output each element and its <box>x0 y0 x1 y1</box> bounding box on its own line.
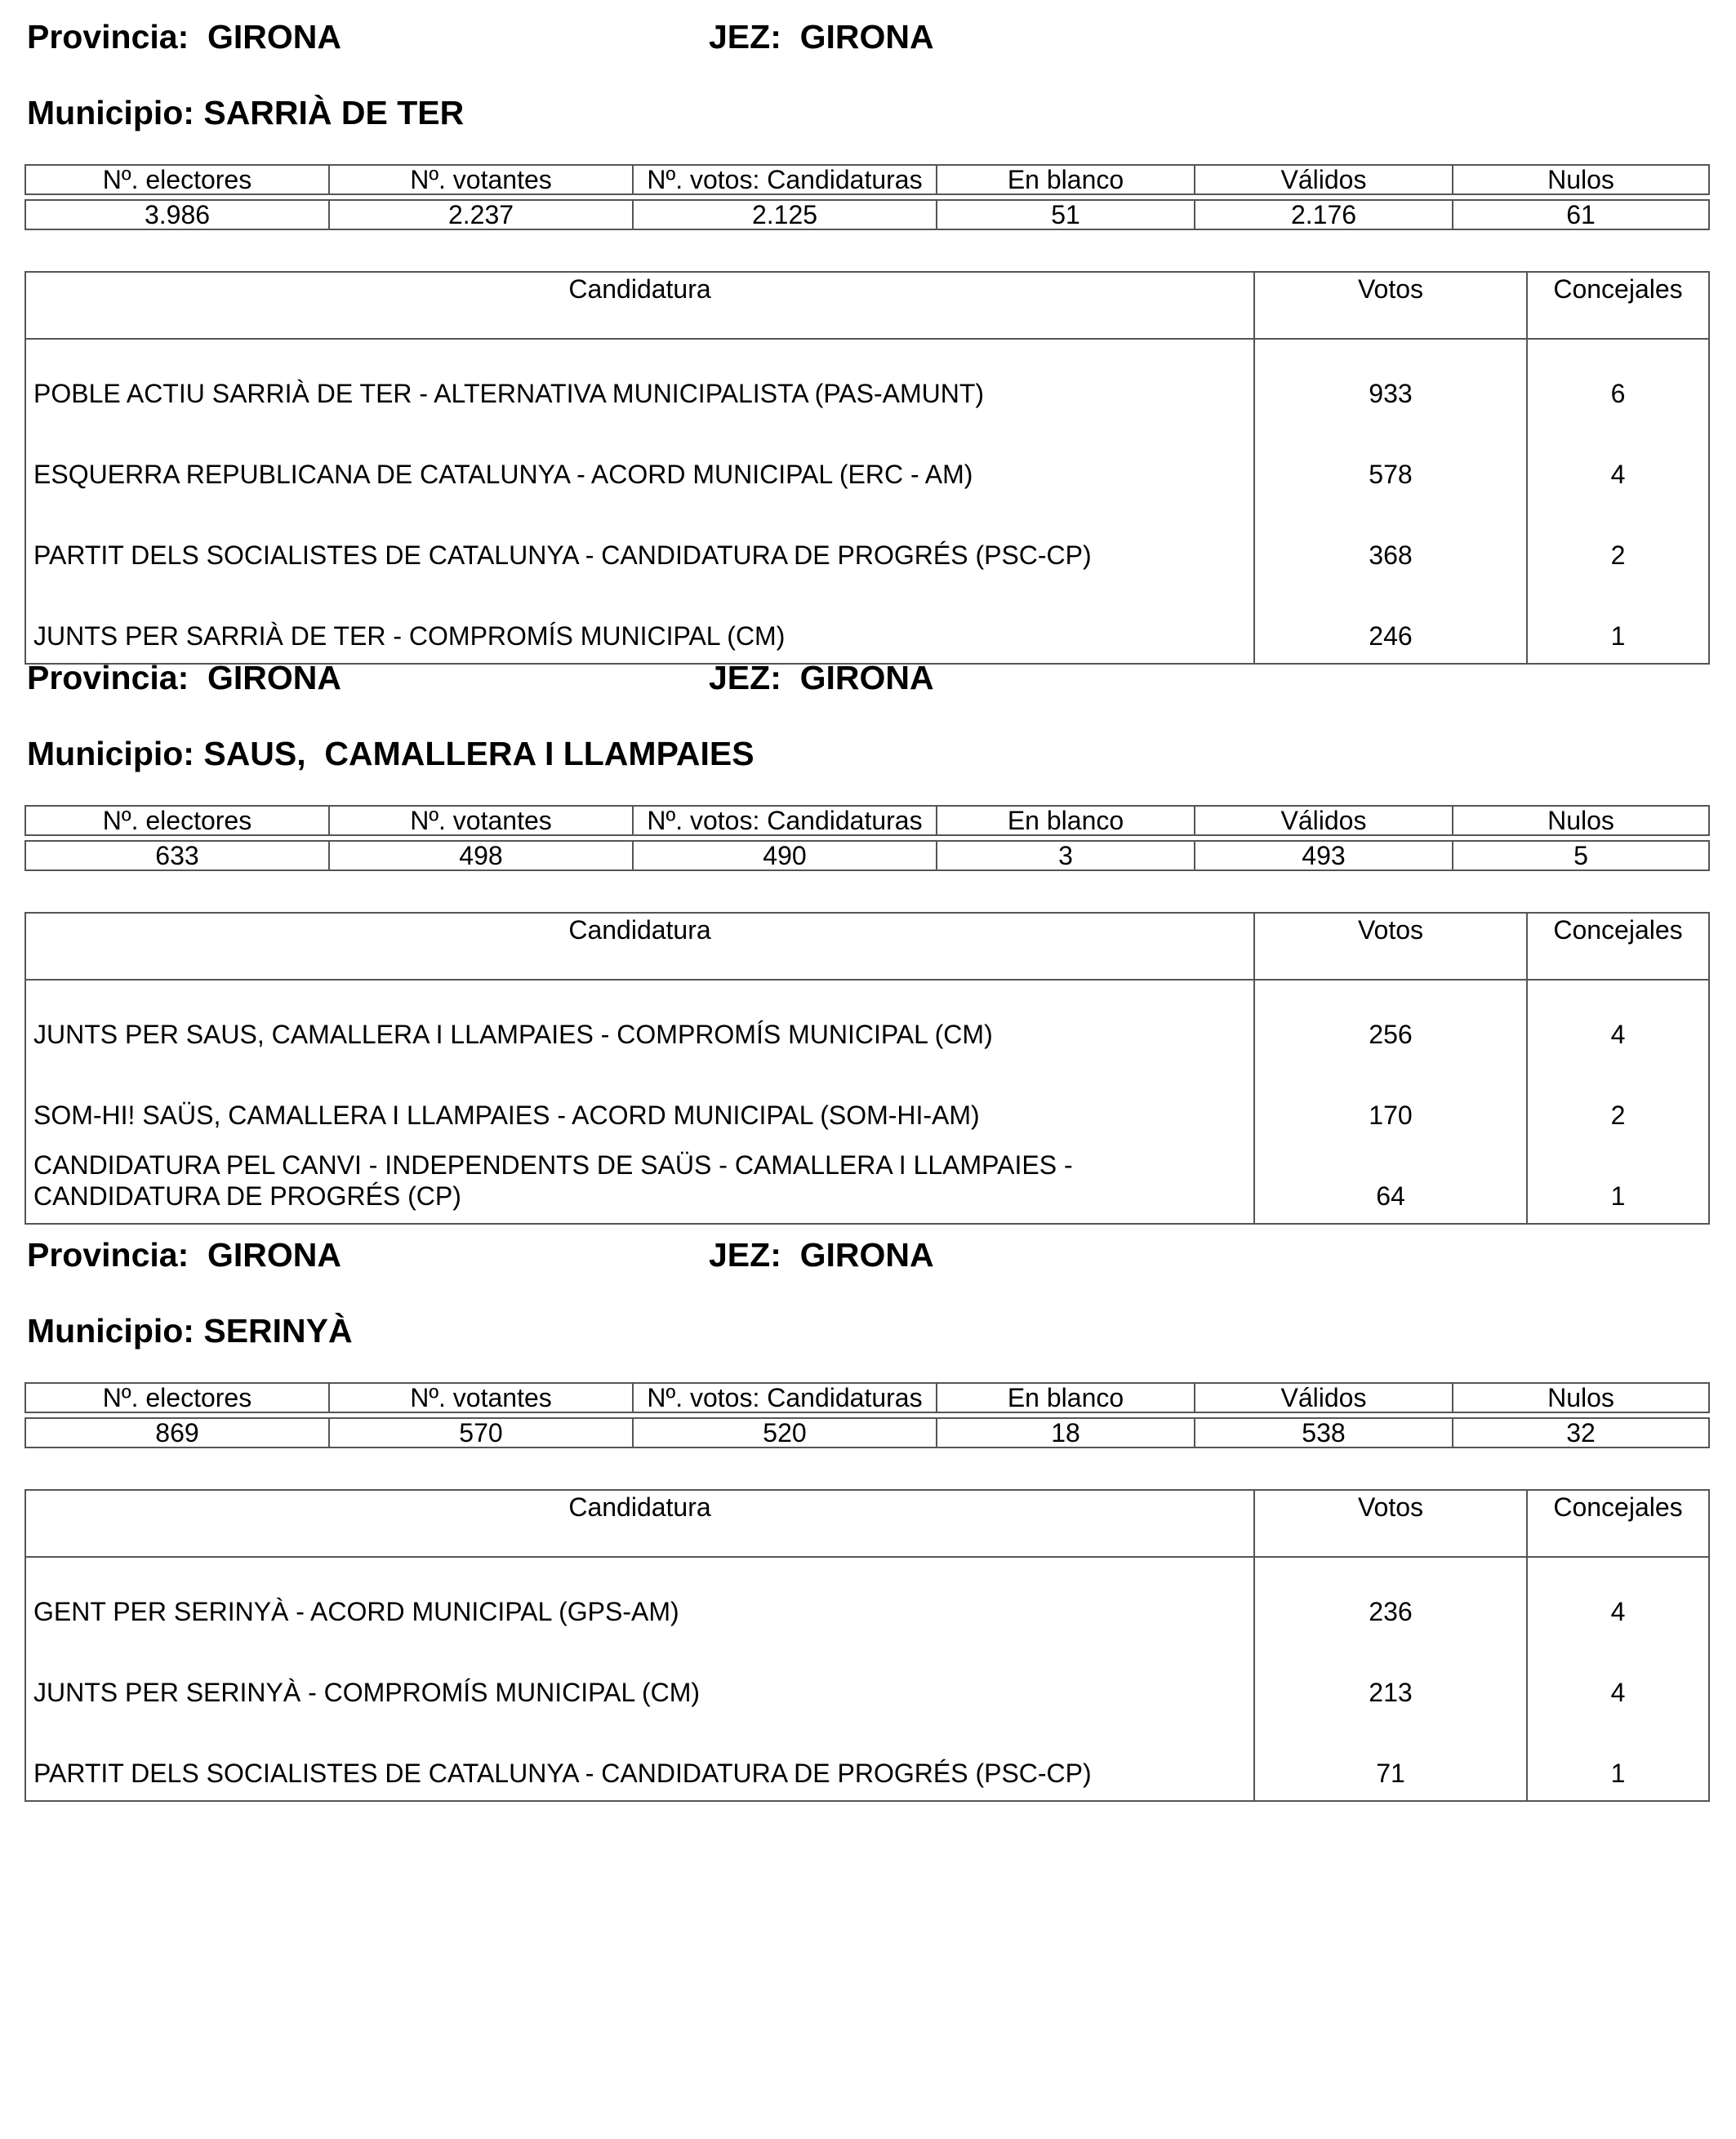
stats-header: Nº. votos: Candidaturas <box>633 165 937 194</box>
stats-header: Válidos <box>1195 1383 1453 1412</box>
cand-header-concejales: Concejales <box>1527 913 1709 980</box>
stats-header: Nº. votos: Candidaturas <box>633 1383 937 1412</box>
stats-value: 869 <box>25 1418 329 1447</box>
stats-value-row <box>25 841 1709 870</box>
cand-header-candidatura: Candidatura <box>25 1490 1254 1557</box>
cand-name: JUNTS PER SAUS, CAMALLERA I LLAMPAIES - COMPROMÍS MUNICIPAL (CM) <box>25 980 1254 1061</box>
stats-value: 493 <box>1195 841 1453 870</box>
cand-name: PARTIT DELS SOCIALISTES DE CATALUNYA - CANDIDATURA DE PROGRÉS (PSC-CP) <box>25 501 1254 582</box>
cand-concejales: 4 <box>1610 460 1626 489</box>
municipio-label: Municipio: SARRIÀ DE TER <box>27 94 465 131</box>
stats-header: Nº. electores <box>25 1383 329 1412</box>
stats-value: 520 <box>633 1418 937 1447</box>
stats-header: Nulos <box>1453 806 1709 835</box>
municipio-label: Municipio: SERINYÀ <box>27 1312 353 1350</box>
cand-concejales: 2 <box>1610 1101 1626 1130</box>
cand-votos: 236 <box>1254 1557 1527 1639</box>
cand-votos: 213 <box>1254 1639 1527 1719</box>
cand-name-multiline <box>25 1142 1254 1224</box>
table-row <box>25 420 1709 501</box>
cand-header-votos: Votos <box>1254 913 1527 980</box>
cand-header-row <box>25 913 1709 980</box>
table-row <box>25 1557 1709 1639</box>
stats-header: Nº. votos: Candidaturas <box>633 806 937 835</box>
stats-value: 538 <box>1195 1418 1453 1447</box>
table-row <box>25 582 1709 664</box>
cand-votos: 246 <box>1254 582 1527 664</box>
cand-name: JUNTS PER SARRIÀ DE TER - COMPROMÍS MUNICIPAL (CM) <box>25 582 1254 664</box>
stats-value: 3 <box>937 841 1195 870</box>
cand-concejales: 1 <box>1610 621 1626 651</box>
cand-name: ESQUERRA REPUBLICANA DE CATALUNYA - ACORD MUNICIPAL (ERC - AM) <box>25 420 1254 501</box>
stats-value: 51 <box>937 200 1195 229</box>
table-row <box>25 339 1709 420</box>
stats-value: 498 <box>329 841 633 870</box>
cand-header-row <box>25 1490 1709 1557</box>
stats-header: Nº. votantes <box>329 806 633 835</box>
municipio-label: Municipio: SAUS, CAMALLERA I LLAMPAIES <box>27 735 754 772</box>
cand-concejales: 4 <box>1610 1020 1626 1049</box>
cand-name-line1: CANDIDATURA PEL CANVI - INDEPENDENTS DE SAÜS - CAMALLERA I LLAMPAIES - <box>33 1150 1073 1180</box>
stats-value: 633 <box>25 841 329 870</box>
stats-header: Nº. electores <box>25 165 329 194</box>
stats-table <box>24 1382 1710 1448</box>
table-row <box>25 980 1709 1061</box>
cand-votos: 933 <box>1254 339 1527 420</box>
provincia-label: Provincia: GIRONA <box>27 659 342 696</box>
stats-header: Válidos <box>1195 806 1453 835</box>
stats-value: 2.125 <box>633 200 937 229</box>
cand-votos: 368 <box>1254 501 1527 582</box>
stats-header: Nº. votantes <box>329 165 633 194</box>
stats-header: En blanco <box>937 1383 1195 1412</box>
cand-header-votos: Votos <box>1254 1490 1527 1557</box>
candidatura-table <box>24 1489 1710 1802</box>
cand-header-row <box>25 272 1709 339</box>
stats-table <box>24 805 1710 871</box>
stats-header-row <box>25 1383 1709 1412</box>
cand-concejales: 4 <box>1610 1678 1626 1707</box>
stats-value: 490 <box>633 841 937 870</box>
cand-concejales: 6 <box>1610 379 1626 408</box>
cand-header-votos: Votos <box>1254 272 1527 339</box>
cand-concejales: 4 <box>1610 1597 1626 1626</box>
table-row <box>25 1142 1709 1224</box>
cand-header-candidatura: Candidatura <box>25 913 1254 980</box>
cand-votos: 256 <box>1254 980 1527 1061</box>
stats-value: 2.237 <box>329 200 633 229</box>
stats-header: Nulos <box>1453 165 1709 194</box>
stats-header: Válidos <box>1195 165 1453 194</box>
stats-value: 18 <box>937 1418 1195 1447</box>
jez-label: JEZ: GIRONA <box>709 1236 934 1274</box>
cand-votos: 170 <box>1254 1061 1527 1142</box>
cand-concejales: 1 <box>1610 1181 1626 1211</box>
candidatura-table <box>24 271 1710 665</box>
cand-name: SOM-HI! SAÜS, CAMALLERA I LLAMPAIES - ACORD MUNICIPAL (SOM-HI-AM) <box>25 1061 1254 1142</box>
cand-concejales: 2 <box>1610 540 1626 570</box>
cand-name-line2: CANDIDATURA DE PROGRÉS (CP) <box>33 1181 461 1211</box>
stats-header: Nº. electores <box>25 806 329 835</box>
cand-header-candidatura: Candidatura <box>25 272 1254 339</box>
stats-value-row <box>25 200 1709 229</box>
stats-value-row <box>25 1418 1709 1447</box>
jez-label: JEZ: GIRONA <box>709 18 934 56</box>
cand-votos: 71 <box>1254 1719 1527 1801</box>
provincia-label: Provincia: GIRONA <box>27 18 342 56</box>
stats-value: 5 <box>1453 841 1709 870</box>
table-row <box>25 1061 1709 1142</box>
cand-votos: 578 <box>1254 420 1527 501</box>
jez-label: JEZ: GIRONA <box>709 659 934 696</box>
cand-concejales: 1 <box>1610 1759 1626 1788</box>
cand-votos: 64 <box>1254 1142 1527 1224</box>
stats-value: 570 <box>329 1418 633 1447</box>
stats-value: 61 <box>1453 200 1709 229</box>
stats-header: Nulos <box>1453 1383 1709 1412</box>
stats-table <box>24 164 1710 230</box>
stats-header-row <box>25 806 1709 835</box>
stats-value: 32 <box>1453 1418 1709 1447</box>
table-row <box>25 1639 1709 1719</box>
stats-value: 3.986 <box>25 200 329 229</box>
stats-header: En blanco <box>937 165 1195 194</box>
cand-name: POBLE ACTIU SARRIÀ DE TER - ALTERNATIVA MUNICIPALISTA (PAS-AMUNT) <box>25 339 1254 420</box>
provincia-label: Provincia: GIRONA <box>27 1236 342 1274</box>
stats-header: En blanco <box>937 806 1195 835</box>
cand-name: PARTIT DELS SOCIALISTES DE CATALUNYA - CANDIDATURA DE PROGRÉS (PSC-CP) <box>25 1719 1254 1801</box>
stats-header-row <box>25 165 1709 194</box>
stats-value: 2.176 <box>1195 200 1453 229</box>
cand-name: GENT PER SERINYÀ - ACORD MUNICIPAL (GPS-AM) <box>25 1557 1254 1639</box>
cand-header-concejales: Concejales <box>1527 1490 1709 1557</box>
candidatura-table <box>24 912 1710 1225</box>
table-row <box>25 1719 1709 1801</box>
table-row <box>25 501 1709 582</box>
cand-header-concejales: Concejales <box>1527 272 1709 339</box>
cand-name: JUNTS PER SERINYÀ - COMPROMÍS MUNICIPAL (CM) <box>25 1639 1254 1719</box>
stats-header: Nº. votantes <box>329 1383 633 1412</box>
